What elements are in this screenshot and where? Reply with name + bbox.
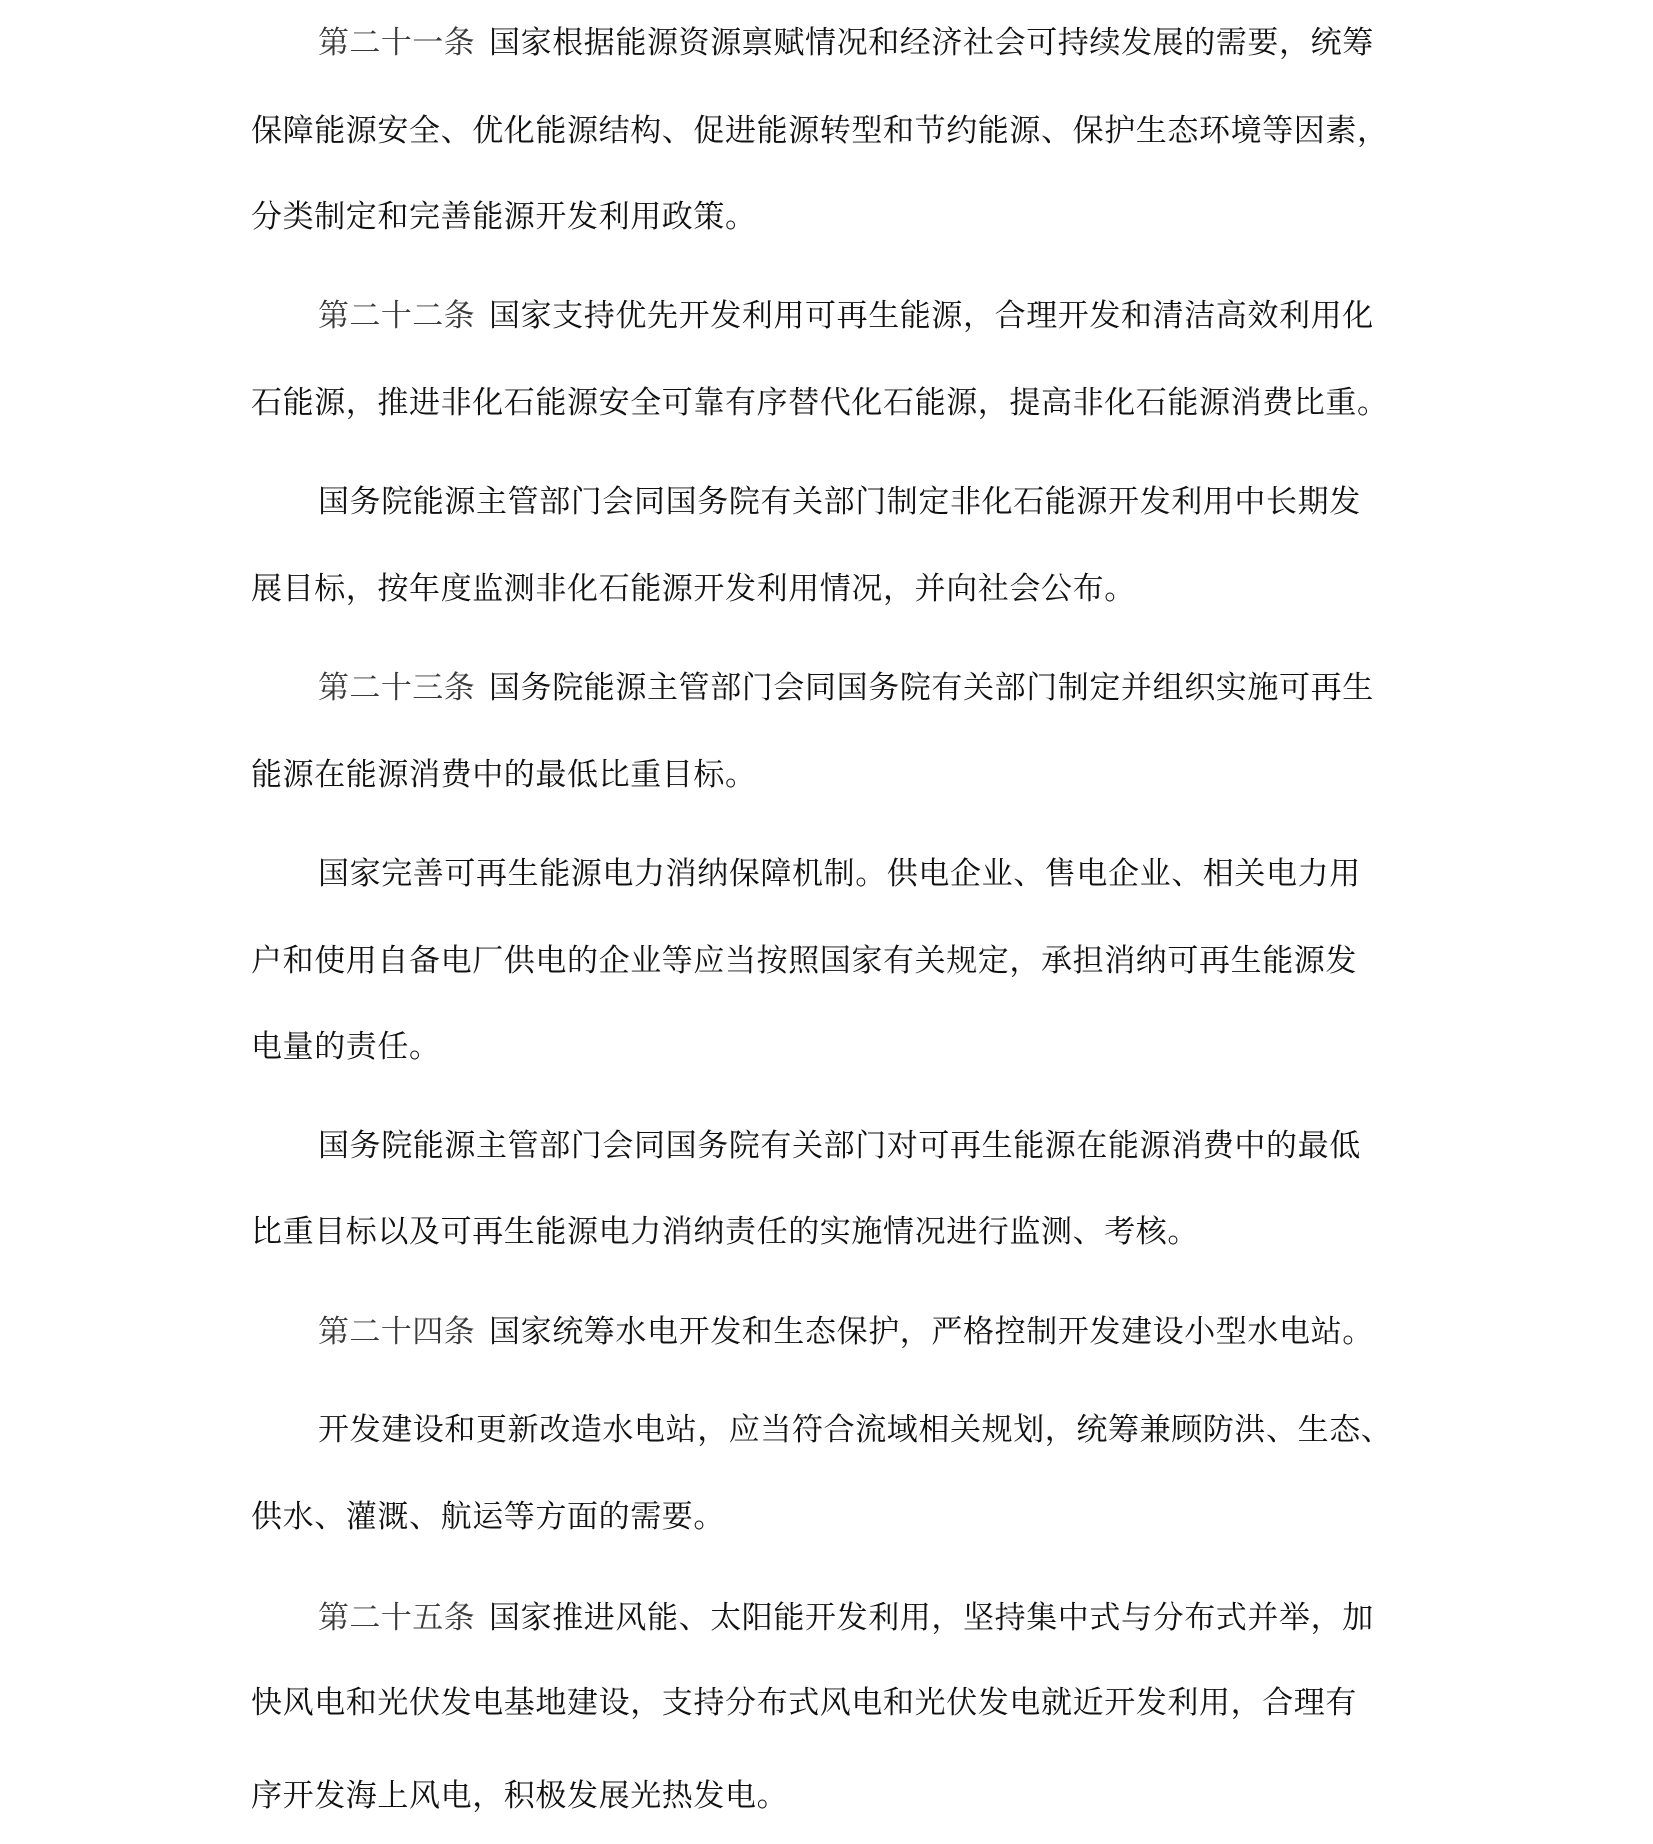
article-25-label: 第二十五条 — [318, 1600, 475, 1636]
article-24-line-1 — [318, 1312, 1478, 1352]
article-22-line-2: 石能源，推进非化石能源安全可靠有序替代化石能源，提高非化石能源消费比重。 — [251, 385, 1389, 421]
article-23-para-2-line-1: 国家完善可再生能源电力消纳保障机制。供电企业、售电企业、相关电力用 — [318, 856, 1361, 892]
article-25-text: 国家推进风能、太阳能开发利用，坚持集中式与分布式并举，加 — [489, 1600, 1374, 1636]
article-23-para-2-line-3: 电量的责任。 — [251, 1029, 441, 1065]
article-22-para-2-line-2: 展目标，按年度监测非化石能源开发利用情况，并向社会公布。 — [251, 571, 1136, 607]
article-23-label: 第二十三条 — [318, 670, 475, 706]
article-24-label: 第二十四条 — [318, 1314, 475, 1350]
article-24-text: 国家统筹水电开发和生态保护，严格控制开发建设小型水电站。 — [489, 1314, 1374, 1350]
article-24-para-2-line-1: 开发建设和更新改造水电站，应当符合流域相关规划，统筹兼顾防洪、生态、 — [318, 1412, 1393, 1448]
article-23-para-3-line-1: 国务院能源主管部门会同国务院有关部门对可再生能源在能源消费中的最低 — [318, 1128, 1361, 1164]
article-21-line-2: 保障能源安全、优化能源结构、促进能源转型和节约能源、保护生态环境等因素， — [251, 113, 1389, 149]
article-22-line-1 — [318, 296, 1478, 336]
article-22-para-2-line-1: 国务院能源主管部门会同国务院有关部门制定非化石能源开发利用中长期发 — [318, 484, 1361, 520]
article-25-line-2: 快风电和光伏发电基地建设，支持分布式风电和光伏发电就近开发利用，合理有 — [251, 1685, 1357, 1721]
article-23-para-2-line-2: 户和使用自备电厂供电的企业等应当按照国家有关规定，承担消纳可再生能源发 — [251, 943, 1357, 979]
article-23-line-1 — [318, 668, 1478, 708]
article-24-para-2-line-2: 供水、灌溉、航运等方面的需要。 — [251, 1499, 725, 1535]
article-23-text: 国务院能源主管部门会同国务院有关部门制定并组织实施可再生 — [489, 670, 1374, 706]
article-21-line-1 — [318, 23, 1478, 63]
article-25-line-3: 序开发海上风电，积极发展光热发电。 — [251, 1778, 789, 1814]
article-22-text: 国家支持优先开发利用可再生能源，合理开发和清洁高效利用化 — [489, 298, 1374, 334]
article-22-label: 第二十二条 — [318, 298, 475, 334]
article-23-para-3-line-2: 比重目标以及可再生能源电力消纳责任的实施情况进行监测、考核。 — [251, 1214, 1199, 1250]
article-25-line-1 — [318, 1598, 1478, 1638]
article-23-line-2: 能源在能源消费中的最低比重目标。 — [251, 757, 757, 793]
article-21-label: 第二十一条 — [318, 25, 475, 61]
article-21-line-3: 分类制定和完善能源开发利用政策。 — [251, 199, 757, 235]
article-21-text: 国家根据能源资源禀赋情况和经济社会可持续发展的需要，统筹 — [489, 25, 1374, 61]
